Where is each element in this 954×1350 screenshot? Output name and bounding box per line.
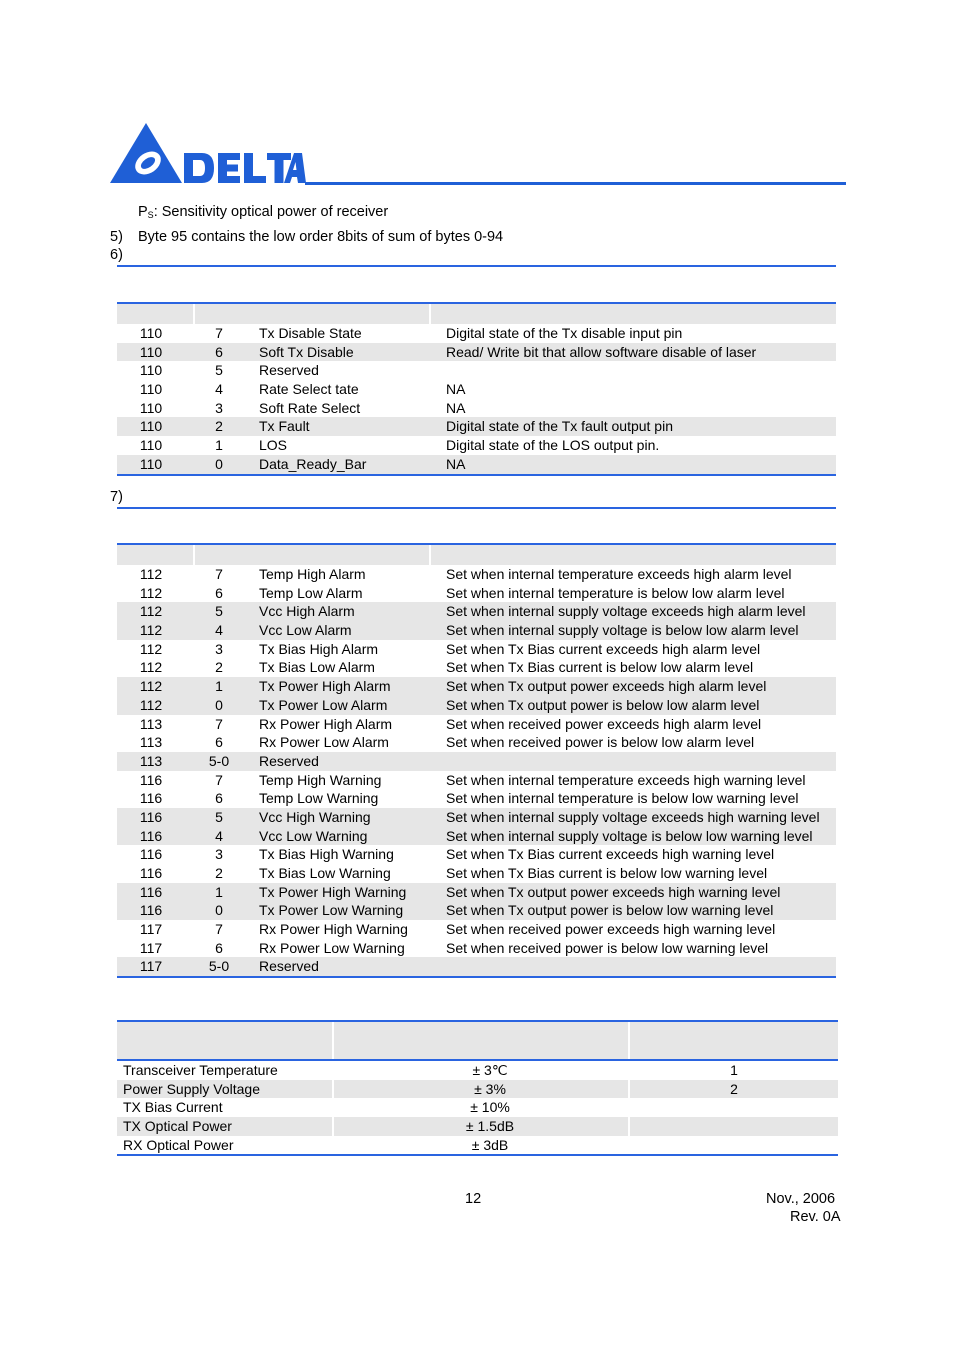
delta-logo (110, 123, 306, 185)
byte-cell: 110 (139, 455, 163, 472)
description-cell: Set when internal temperature is below low warning level (446, 790, 799, 807)
byte-cell: 116 (139, 808, 163, 825)
description-cell: NA (446, 381, 466, 398)
name-cell: Vcc High Warning (259, 808, 371, 825)
table-row (117, 733, 836, 752)
table-row (117, 1136, 838, 1155)
table-row (117, 640, 836, 659)
name-cell: Reserved (259, 958, 319, 975)
table-row (117, 602, 836, 621)
table-row (117, 771, 836, 790)
byte-cell: 110 (139, 362, 163, 379)
table-row (117, 883, 836, 902)
table-bottom-rule (117, 1154, 838, 1156)
description-cell: Set when internal temperature exceeds high warning level (446, 771, 806, 788)
description-cell: Digital state of the LOS output pin. (446, 437, 660, 454)
description-cell: Set when Tx output power is below low warning level (446, 902, 774, 919)
table-header (117, 302, 836, 324)
bit-cell: 6 (215, 584, 223, 601)
bit-cell: 0 (215, 696, 223, 713)
name-cell: Rx Power High Warning (259, 921, 408, 938)
name-cell: Rate Select tate (259, 381, 359, 398)
table-row (117, 827, 836, 846)
column-divider (332, 1117, 334, 1136)
description-cell: NA (446, 455, 466, 472)
byte-cell: 112 (139, 566, 163, 582)
description-cell: Set when internal supply voltage is below low warning level (446, 827, 813, 844)
name-cell: Vcc High Alarm (259, 603, 355, 620)
description-cell: Set when Tx output power is below low alarm level (446, 696, 760, 713)
bit-cell: 0 (215, 902, 223, 919)
bit-cell: 7 (215, 325, 223, 341)
table-row (117, 455, 836, 474)
bit-cell: 7 (215, 921, 223, 938)
item6-number: 6) (110, 247, 123, 263)
header-rule (305, 182, 846, 185)
column-divider (429, 304, 431, 324)
table-body (117, 324, 836, 474)
description-cell: Set when Tx Bias current exceeds high alarm level (446, 640, 761, 657)
section6-rule (117, 265, 836, 267)
description-cell: Set when received power is below low warning level (446, 939, 769, 956)
byte-cell: 112 (139, 659, 163, 676)
column-divider (628, 1022, 630, 1059)
byte-cell: 110 (139, 399, 163, 416)
byte-cell: 112 (139, 696, 163, 713)
table-row (117, 677, 836, 696)
name-cell: LOS (259, 437, 288, 454)
table-row (117, 380, 836, 399)
name-cell: Temp Low Warning (259, 790, 379, 807)
column-divider (193, 545, 195, 565)
column-divider (332, 1136, 334, 1155)
bit-cell: 6 (215, 790, 223, 807)
byte-cell: 116 (139, 790, 163, 807)
byte-cell: 116 (139, 883, 163, 900)
parameter-cell: TX Bias Current (123, 1099, 223, 1116)
bit-cell: 0 (215, 455, 223, 472)
description-cell: Set when received power is below low alarm level (446, 734, 755, 751)
column-divider (429, 545, 431, 565)
bit-cell: 4 (215, 381, 223, 398)
byte-cell: 110 (139, 418, 163, 435)
bit-cell: 1 (215, 678, 223, 695)
name-cell: Tx Bias Low Warning (259, 865, 391, 881)
description-cell: Read/ Write bit that allow software disable of laser (446, 343, 757, 360)
description-cell: Set when Tx Bias current is below low alarm level (446, 659, 754, 676)
bit-cell: 7 (215, 771, 223, 788)
table-row (117, 417, 836, 436)
name-cell: Soft Tx Disable (259, 343, 354, 360)
table-row (117, 957, 836, 976)
name-cell: Tx Bias High Warning (259, 846, 394, 863)
table-row (117, 715, 836, 734)
column-divider (628, 1061, 630, 1080)
bit-cell: 3 (215, 399, 223, 416)
description-cell: Set when internal supply voltage is below low alarm level (446, 622, 799, 639)
table-row (117, 565, 836, 584)
parameter-cell: TX Optical Power (123, 1118, 232, 1135)
name-cell: Tx Disable State (259, 325, 362, 341)
bit-cell: 5-0 (208, 752, 230, 769)
bit-cell: 7 (215, 715, 223, 732)
table-body (117, 565, 836, 976)
bit-cell: 3 (215, 846, 223, 863)
name-cell: Reserved (259, 362, 319, 379)
table-row (117, 901, 836, 920)
note-cell: 1 (730, 1062, 738, 1078)
description-cell: Set when Tx Bias current is below low warning level (446, 865, 768, 881)
item5-text: Byte 95 contains the low order 8bits of sum of bytes 0-94 (138, 229, 504, 245)
status-bits-table (117, 302, 836, 476)
section7-rule (117, 507, 836, 509)
name-cell: Soft Rate Select (259, 399, 361, 416)
bit-cell: 7 (215, 566, 223, 582)
table-row (117, 1098, 838, 1117)
bit-cell: 6 (215, 734, 223, 751)
bit-cell: 5 (215, 362, 223, 379)
description-cell: Set when received power exceeds high warning level (446, 921, 776, 938)
name-cell: Tx Power High Alarm (259, 678, 391, 695)
delta-logo-icon (110, 123, 306, 185)
accuracy-cell: ± 10% (470, 1099, 510, 1116)
byte-cell: 116 (139, 827, 163, 844)
name-cell: Temp High Alarm (259, 566, 366, 582)
name-cell: Tx Fault (259, 418, 310, 435)
parameter-cell: RX Optical Power (123, 1136, 234, 1153)
description-cell: Digital state of the Tx fault output pin (446, 418, 673, 435)
bit-cell: 5-0 (208, 958, 230, 975)
byte-cell: 110 (139, 325, 163, 341)
footer-revision: Rev. 0A (790, 1209, 841, 1225)
table-row (117, 1117, 838, 1136)
accuracy-cell: ± 1.5dB (465, 1118, 515, 1135)
accuracy-cell: ± 3dB (471, 1136, 509, 1153)
column-divider (628, 1136, 630, 1155)
bit-cell: 2 (215, 418, 223, 435)
byte-cell: 110 (139, 381, 163, 398)
description-cell: Digital state of the Tx disable input pin (446, 325, 683, 341)
table-body (117, 1061, 838, 1154)
bit-cell: 1 (215, 437, 223, 454)
table-row (117, 436, 836, 455)
description-cell: NA (446, 399, 466, 416)
name-cell: Rx Power High Alarm (259, 715, 393, 732)
byte-cell: 112 (139, 622, 163, 639)
monitor-accuracy-table (117, 1020, 838, 1156)
table-row (117, 584, 836, 603)
bit-cell: 2 (215, 659, 223, 676)
name-cell: Temp Low Alarm (259, 584, 363, 601)
ps-subscript: S (147, 210, 154, 220)
footer-date: Nov., 2006 (766, 1191, 836, 1207)
byte-cell: 110 (139, 343, 163, 360)
name-cell: Tx Power Low Alarm (259, 696, 388, 713)
table-row (117, 621, 836, 640)
bit-cell: 5 (215, 808, 223, 825)
column-divider (628, 1098, 630, 1117)
table-row (117, 920, 836, 939)
name-cell: Rx Power Low Alarm (259, 734, 389, 751)
byte-cell: 113 (139, 734, 163, 751)
description-cell: Set when Tx output power exceeds high warning level (446, 883, 781, 900)
ps-symbol: P (138, 204, 148, 220)
note-cell: 2 (730, 1080, 738, 1097)
table-row (117, 324, 836, 343)
table-bottom-rule (117, 474, 836, 476)
byte-cell: 112 (139, 678, 163, 695)
bit-cell: 6 (215, 343, 223, 360)
bit-cell: 1 (215, 883, 223, 900)
table-bottom-rule (117, 976, 836, 978)
table-header (117, 543, 836, 565)
byte-cell: 112 (139, 603, 163, 620)
column-divider (332, 1080, 334, 1099)
table-header (117, 1020, 838, 1061)
table-row (117, 343, 836, 362)
name-cell: Reserved (259, 752, 319, 769)
description-cell: Set when internal supply voltage exceeds high warning level (446, 808, 820, 825)
accuracy-cell: ± 3℃ (472, 1062, 508, 1078)
table-row (117, 864, 836, 883)
name-cell: Vcc Low Warning (259, 827, 368, 844)
name-cell: Rx Power Low Warning (259, 939, 405, 956)
table-row (117, 808, 836, 827)
byte-cell: 116 (139, 902, 163, 919)
column-divider (628, 1117, 630, 1136)
name-cell: Tx Power Low Warning (259, 902, 404, 919)
bit-cell: 5 (215, 603, 223, 620)
table-row (117, 658, 836, 677)
description-cell: Set when internal temperature is below low alarm level (446, 584, 785, 601)
table-row (117, 696, 836, 715)
bit-cell: 6 (215, 939, 223, 956)
description-cell: Set when Tx output power exceeds high alarm level (446, 678, 767, 695)
name-cell: Tx Bias High Alarm (259, 640, 379, 657)
table-row (117, 845, 836, 864)
table-row (117, 939, 836, 958)
bit-cell: 2 (215, 865, 223, 881)
bit-cell: 3 (215, 640, 223, 657)
table-row (117, 1080, 838, 1099)
page-number: 12 (465, 1191, 482, 1207)
ps-text: : Sensitivity optical power of receiver (153, 204, 389, 220)
column-divider (332, 1022, 334, 1059)
byte-cell: 117 (139, 921, 163, 938)
parameter-cell: Transceiver Temperature (123, 1062, 278, 1078)
description-cell: Set when internal temperature exceeds high alarm level (446, 566, 792, 582)
item7-number: 7) (110, 489, 123, 505)
byte-cell: 117 (139, 958, 163, 975)
bit-cell: 4 (215, 827, 223, 844)
parameter-cell: Power Supply Voltage (123, 1080, 260, 1097)
alarm-warning-table (117, 543, 836, 978)
byte-cell: 113 (139, 715, 163, 732)
column-divider (193, 304, 195, 324)
accuracy-cell: ± 3% (474, 1080, 506, 1097)
column-divider (628, 1080, 630, 1099)
name-cell: Vcc Low Alarm (259, 622, 352, 639)
byte-cell: 117 (139, 939, 163, 956)
bit-cell: 4 (215, 622, 223, 639)
name-cell: Tx Bias Low Alarm (259, 659, 375, 676)
byte-cell: 112 (139, 640, 163, 657)
table-row (117, 1061, 838, 1080)
byte-cell: 116 (139, 846, 163, 863)
byte-cell: 116 (139, 771, 163, 788)
column-divider (332, 1061, 334, 1080)
description-cell: Set when Tx Bias current exceeds high warning level (446, 846, 775, 863)
table-row (117, 399, 836, 418)
byte-cell: 112 (139, 584, 163, 601)
table-row (117, 752, 836, 771)
byte-cell: 110 (139, 437, 163, 454)
name-cell: Data_Ready_Bar (259, 455, 367, 472)
name-cell: Temp High Warning (259, 771, 382, 788)
name-cell: Tx Power High Warning (259, 883, 407, 900)
byte-cell: 116 (139, 865, 163, 881)
byte-cell: 113 (139, 752, 163, 769)
column-divider (332, 1098, 334, 1117)
item5-number: 5) (110, 229, 123, 245)
ps-note (138, 204, 388, 220)
description-cell: Set when received power exceeds high alarm level (446, 715, 762, 732)
description-cell: Set when internal supply voltage exceeds high alarm level (446, 603, 806, 620)
table-row (117, 789, 836, 808)
table-row (117, 361, 836, 380)
